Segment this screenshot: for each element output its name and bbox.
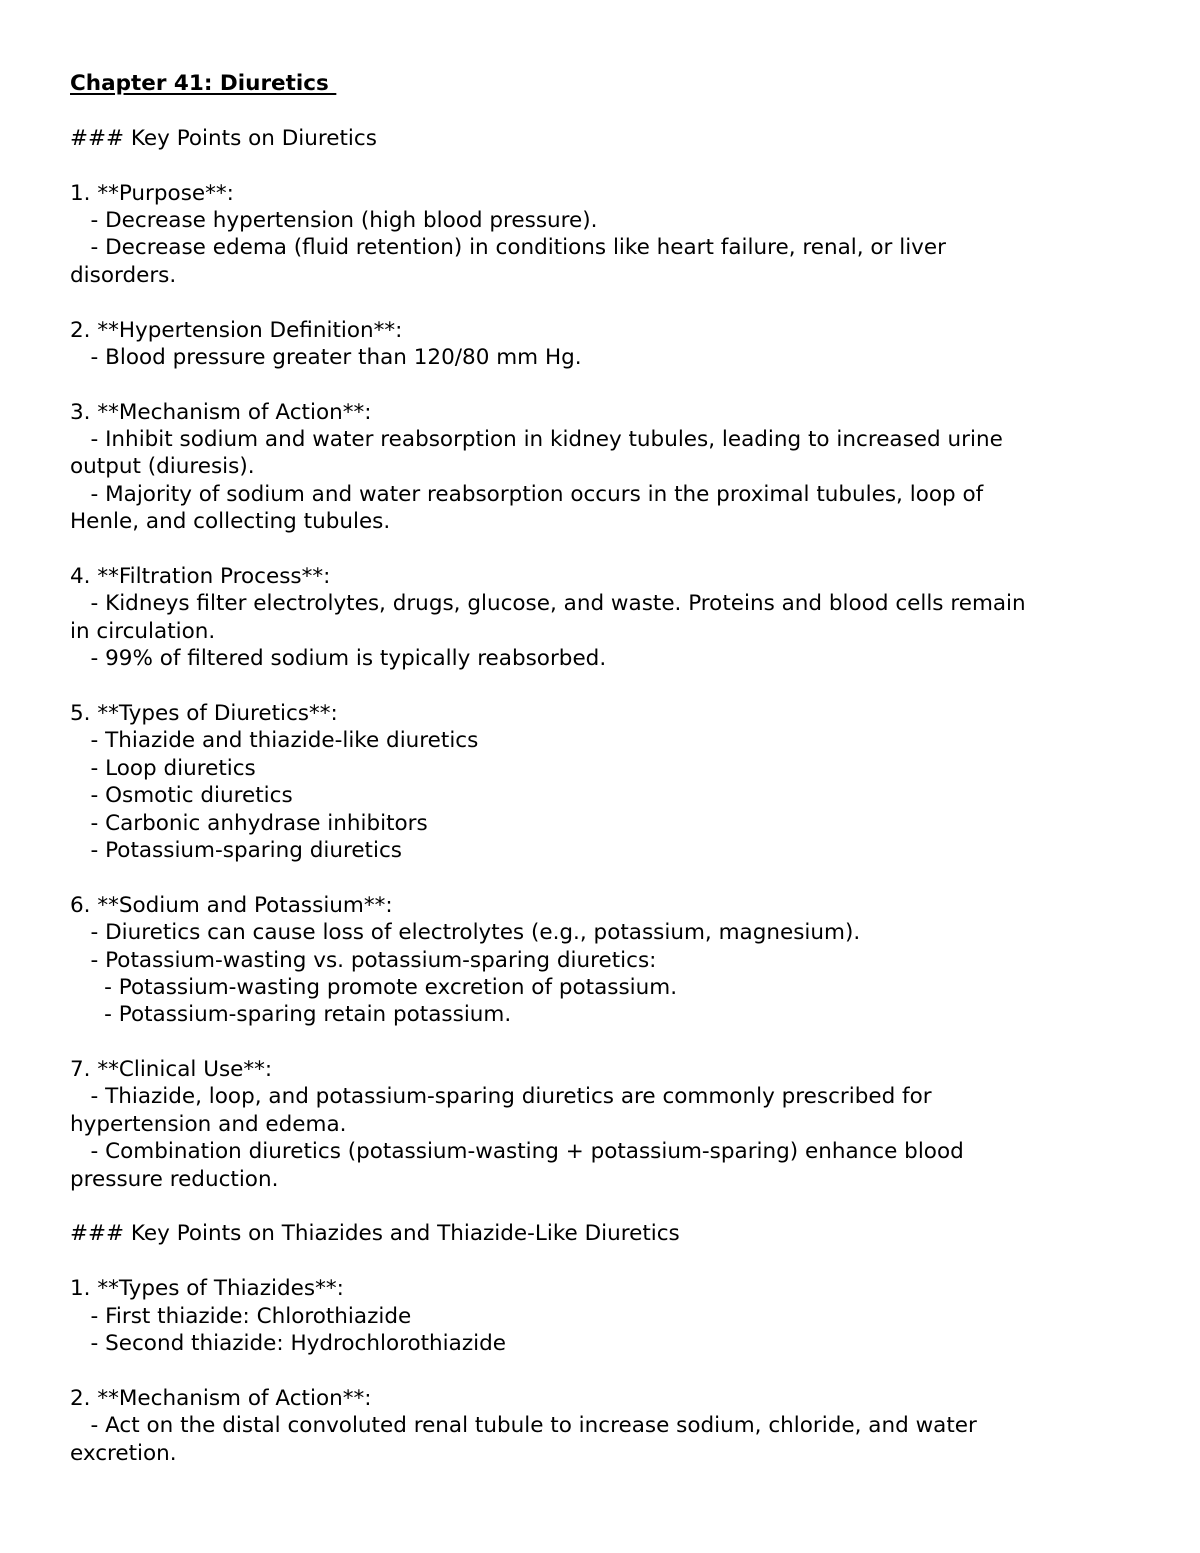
section-heading: ### Key Points on Diuretics (70, 125, 377, 151)
list-bullet-continuation: hypertension and edema. (70, 1111, 347, 1137)
blank-line (70, 1357, 1150, 1384)
list-item-heading: 7. **Clinical Use**: (70, 1057, 273, 1083)
list-bullet: - Act on the distal convoluted renal tubule to increase sodium, chloride, and water (70, 1413, 977, 1439)
list-bullet: - Combination diuretics (potassium-wasting + potassium-sparing) enhance blood (70, 1139, 964, 1165)
list-bullet: - Loop diuretics (70, 755, 256, 781)
list-sub-bullet: - Potassium-sparing retain potassium. (70, 1002, 512, 1028)
list-bullet: - Diuretics can cause loss of electrolytes (e.g., potassium, magnesium). (70, 920, 861, 946)
list-item-heading: 3. **Mechanism of Action**: (70, 399, 372, 425)
blank-line (70, 1193, 1150, 1220)
list-bullet-continuation: in circulation. (70, 618, 216, 644)
list-item-heading: 2. **Hypertension Definition**: (70, 317, 403, 343)
list-bullet: - Carbonic anhydrase inhibitors (70, 810, 428, 836)
list-bullet: - 99% of filtered sodium is typically reabsorbed. (70, 646, 607, 672)
list-item-heading: 5. **Types of Diuretics**: (70, 700, 338, 726)
list-bullet-continuation: Henle, and collecting tubules. (70, 509, 391, 535)
list-item-heading: 6. **Sodium and Potassium**: (70, 892, 393, 918)
list-bullet: - Thiazide, loop, and potassium-sparing diuretics are commonly prescribed for (70, 1084, 932, 1110)
list-bullet-continuation: output (diuresis). (70, 454, 255, 480)
list-bullet-continuation: pressure reduction. (70, 1166, 279, 1192)
blank-line (70, 864, 1150, 891)
blank-line (70, 152, 1150, 179)
list-bullet: - Potassium-sparing diuretics (70, 837, 402, 863)
list-sub-bullet: - Potassium-wasting promote excretion of potassium. (70, 974, 678, 1000)
blank-line (70, 97, 1150, 124)
document-page (70, 70, 1150, 1467)
blank-line (70, 1029, 1150, 1056)
list-bullet: - Decrease hypertension (high blood pressure). (70, 207, 598, 233)
blank-line (70, 673, 1150, 700)
list-bullet: - Majority of sodium and water reabsorption occurs in the proximal tubules, loop of (70, 481, 984, 507)
list-item-heading: 2. **Mechanism of Action**: (70, 1385, 372, 1411)
list-item-heading: 4. **Filtration Process**: (70, 564, 331, 590)
blank-line (70, 371, 1150, 398)
blank-line (70, 536, 1150, 563)
list-bullet: - Blood pressure greater than 120/80 mm Hg. (70, 344, 582, 370)
list-item-heading: 1. **Types of Thiazides**: (70, 1276, 344, 1302)
list-bullet: - Inhibit sodium and water reabsorption in kidney tubules, leading to increased urine (70, 427, 1003, 453)
list-item-heading: 1. **Purpose**: (70, 180, 234, 206)
list-bullet: - Thiazide and thiazide-like diuretics (70, 728, 479, 754)
section-heading: ### Key Points on Thiazides and Thiazide-Like Diuretics (70, 1221, 680, 1247)
blank-line (70, 1248, 1150, 1275)
list-bullet-continuation: excretion. (70, 1440, 177, 1466)
page-title: Chapter 41: Diuretics (70, 71, 337, 96)
list-bullet: - Second thiazide: Hydrochlorothiazide (70, 1330, 506, 1356)
list-bullet: - First thiazide: Chlorothiazide (70, 1303, 412, 1329)
list-bullet: - Kidneys filter electrolytes, drugs, glucose, and waste. Proteins and blood cells remain (70, 591, 1026, 617)
list-bullet: - Osmotic diuretics (70, 783, 293, 809)
list-bullet-continuation: disorders. (70, 262, 177, 288)
list-bullet: - Decrease edema (fluid retention) in conditions like heart failure, renal, or liver (70, 235, 946, 261)
list-bullet: - Potassium-wasting vs. potassium-sparing diuretics: (70, 947, 657, 973)
blank-line (70, 289, 1150, 316)
